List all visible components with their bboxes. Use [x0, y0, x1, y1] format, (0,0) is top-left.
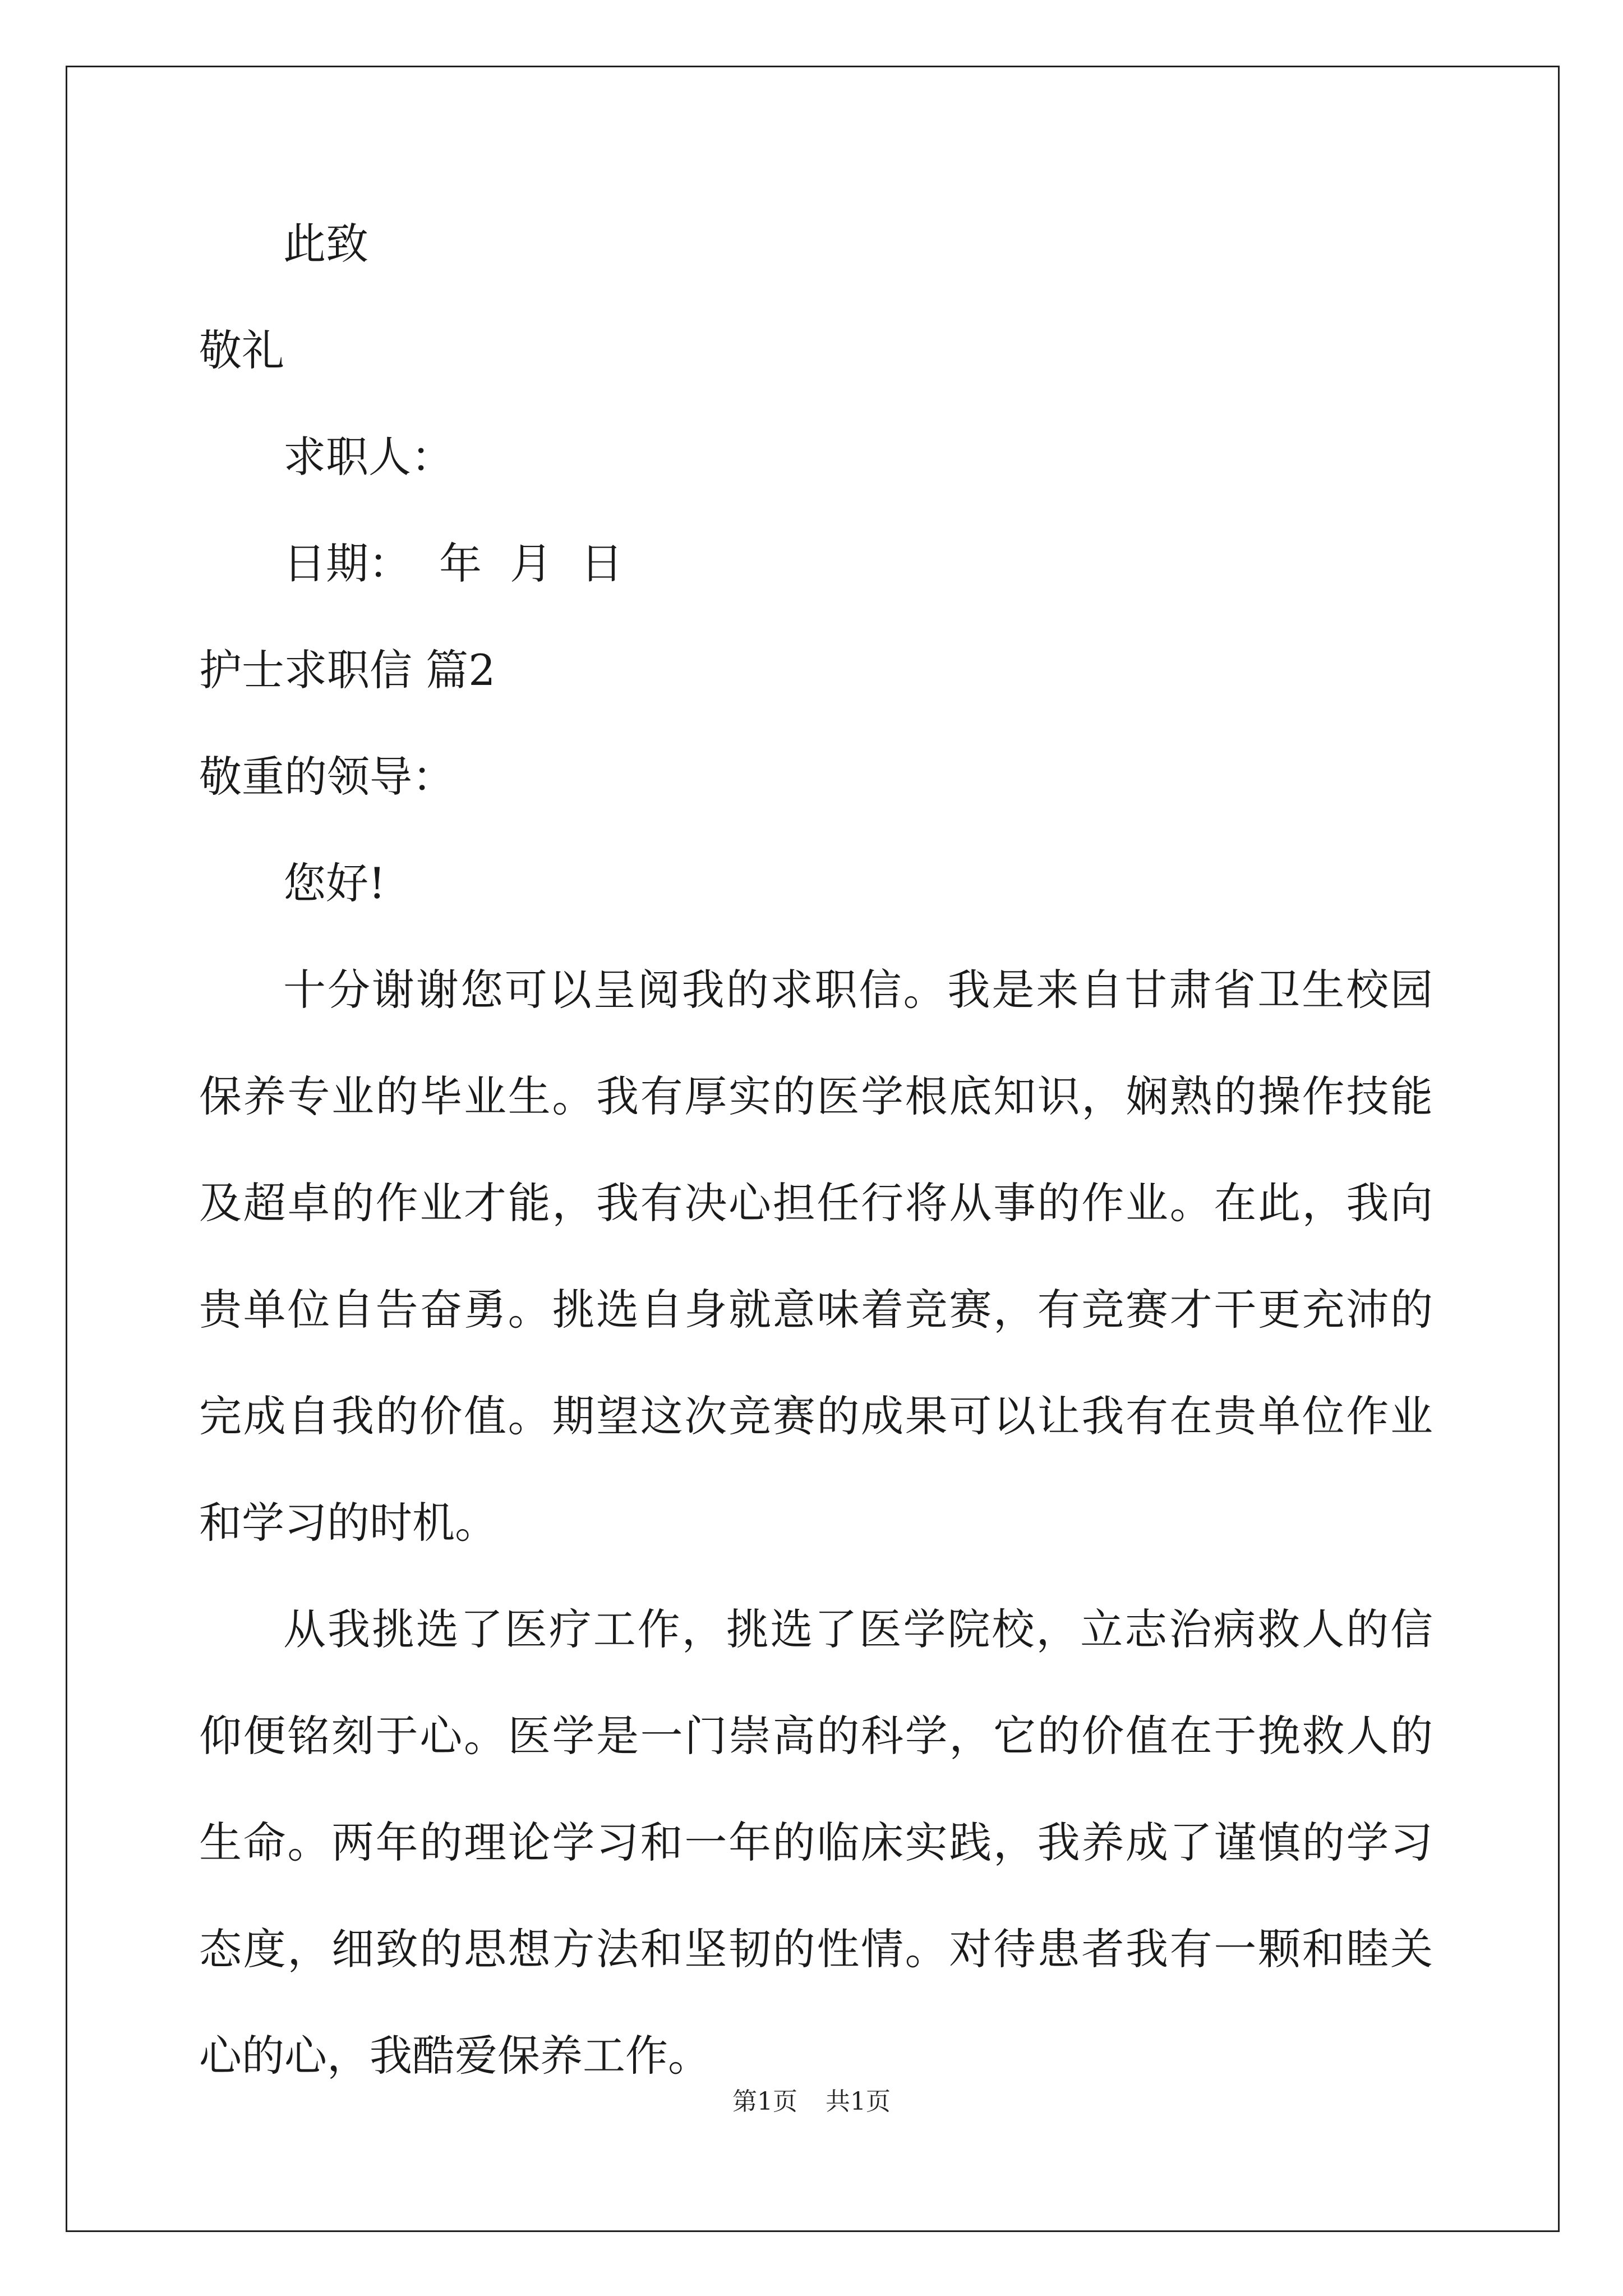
- date-month: 月: [510, 539, 552, 588]
- date-line: [199, 536, 1433, 592]
- paragraph: 十分谢谢您可以呈阅我的求职信。我是来自甘肃省卫生校园保养专业的毕业生。我有厚实的医学根底知识，娴熟的操作技能及超卓的作业才能，我有决心担任行将从事的作业。在此，我向贵单位自告奋勇。挑选自身就意味着竞赛，有竞赛才干更充沛的完成自我的价值。期望这次竞赛的成果可以让我有在贵单位作业和学习的时机。: [199, 965, 1433, 1548]
- date-day: 日: [580, 539, 623, 588]
- page-footer: [0, 2085, 1623, 2119]
- page-number: 第1页: [732, 2087, 797, 2116]
- date-label: 日期：: [283, 539, 411, 588]
- greeting-line: 敬重的领导：: [199, 752, 455, 802]
- applicant-line: 求职人：: [283, 432, 454, 482]
- letter-body: [199, 216, 1433, 2109]
- section-title: 护士求职信 篇2: [199, 645, 496, 695]
- paragraph: 从我挑选了医疗工作，挑选了医学院校，立志治病救人的信仰便铭刻于心。医学是一门崇高的科学，它的价值在于挽救人的生命。两年的理论学习和一年的临床实践，我养成了谨慎的学习态度，细致的思想方法和坚韧的性情。对待患者我有一颗和睦关心的心，我酷爱保养工作。: [199, 1604, 1433, 2081]
- page-total: 共1页: [826, 2087, 891, 2116]
- hello-line: 您好!: [283, 858, 386, 908]
- closing-line: 此致: [283, 219, 368, 269]
- date-year: 年: [439, 539, 482, 588]
- salute-line: 敬礼: [199, 325, 284, 375]
